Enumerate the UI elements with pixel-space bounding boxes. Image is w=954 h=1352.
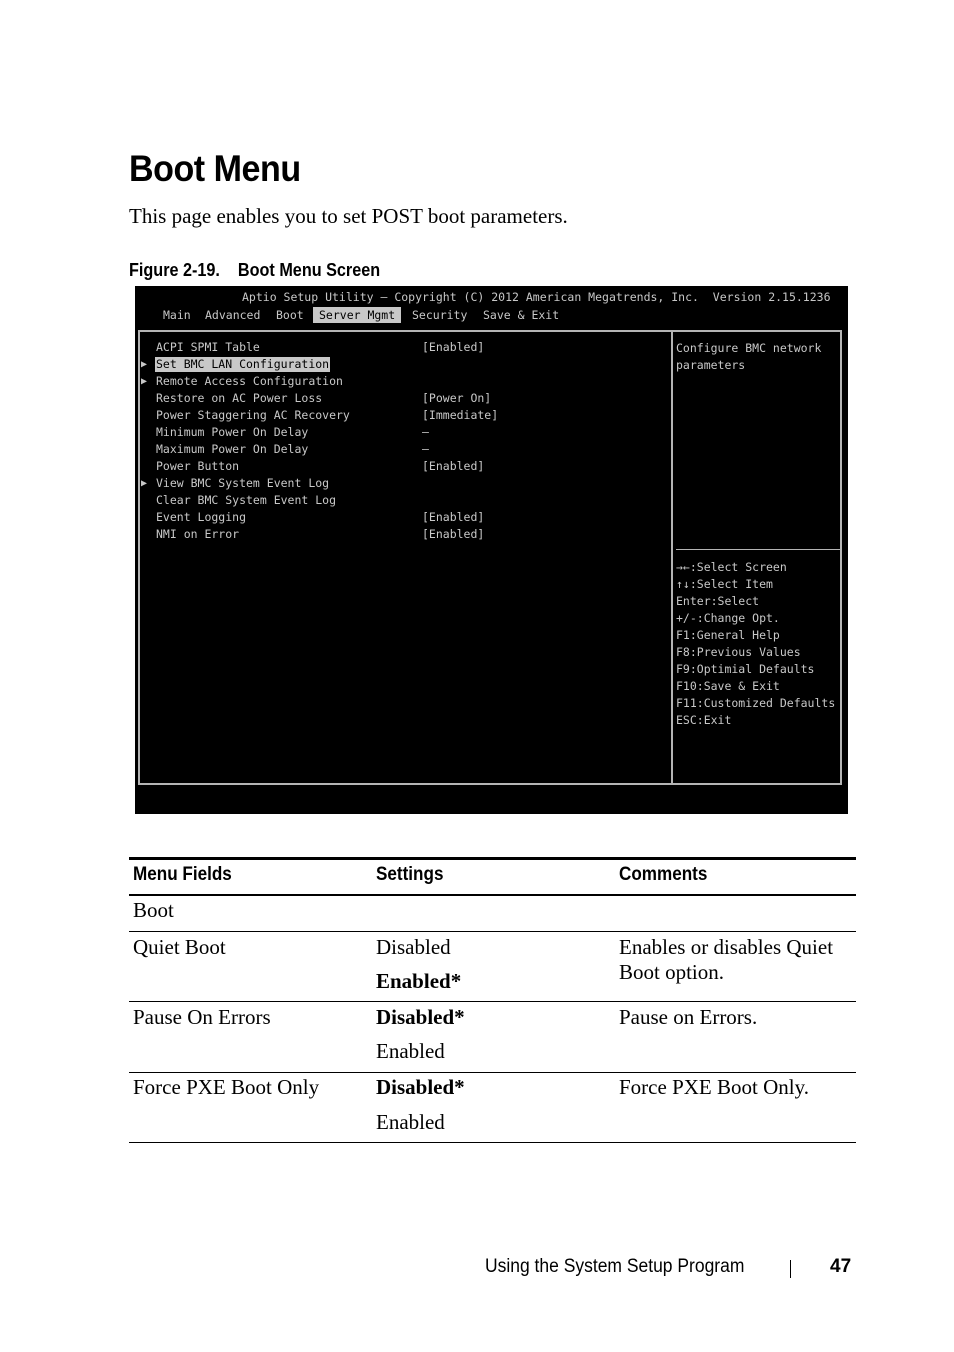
col-header-menu-fields: Menu Fields [133,864,232,885]
submenu-arrow-icon: ▶ [141,359,148,370]
bios-item-value[interactable]: [Immediate] [422,408,499,422]
table-section-label: Boot [133,898,174,922]
table-row-rule [129,1072,856,1073]
figure-caption [129,260,380,281]
bios-item-label[interactable]: Minimum Power On Delay [156,425,309,439]
col-header-comments: Comments [619,864,708,885]
page-title: Boot Menu [129,148,301,189]
table-cell-setting: Enabled [376,1039,445,1063]
bios-item-value[interactable]: [Power On] [422,391,492,405]
bios-item-label[interactable]: Restore on AC Power Loss [156,391,323,405]
key-help-f9: F9:Optimial Defaults [676,662,815,676]
bios-menu-bar [135,307,848,323]
footer-section-title: Using the System Setup Program [485,1256,745,1277]
key-help-f10: F10:Save & Exit [676,679,780,693]
tab-server-mgmt[interactable]: Server Mgmt [313,307,401,323]
tab-advanced[interactable]: Advanced [205,308,261,322]
tab-boot[interactable]: Boot [276,308,304,322]
table-cell-setting-default: Enabled* [376,969,462,993]
bios-item-value[interactable]: – [422,442,429,456]
bios-item-label[interactable]: Set BMC LAN Configuration [156,357,330,371]
bios-item-value[interactable]: [Enabled] [422,340,485,354]
bios-item-label[interactable]: Maximum Power On Delay [156,442,309,456]
bios-item-label[interactable]: Power Staggering AC Recovery [156,408,350,422]
bios-screen [135,286,848,814]
footer-separator [790,1260,791,1278]
key-help-select-screen: →←:Select Screen [676,560,787,574]
col-header-settings: Settings [376,864,444,885]
bios-item-label[interactable]: Event Logging [156,510,247,524]
bios-panel-divider [671,330,673,785]
tab-save-exit[interactable]: Save & Exit [483,308,560,322]
key-help-f11: F11:Customized Defaults [676,696,836,710]
tab-main[interactable]: Main [163,308,191,322]
key-help-f1: F1:General Help [676,628,780,642]
table-cell-comment: Pause on Errors. [619,1005,758,1029]
bios-item-label[interactable]: Remote Access Configuration [156,374,343,388]
bios-item-label[interactable]: Clear BMC System Event Log [156,493,337,507]
table-cell-setting: Enabled [376,1110,445,1134]
table-row-rule [129,1001,856,1002]
submenu-arrow-icon: ▶ [141,376,148,387]
intro-paragraph: This page enables you to set POST boot parameters. [129,204,568,228]
help-text-line: Configure BMC network [676,341,822,355]
table-cell-setting: Disabled [376,935,451,959]
table-cell-comment: Enables or disables Quiet [619,935,834,959]
table-cell-comment: Boot option. [619,960,725,984]
key-help-esc: ESC:Exit [676,713,732,727]
figure-title: Boot Menu Screen [237,260,381,280]
bios-item-label[interactable]: Power Button [156,459,240,473]
help-text-line: parameters [676,358,746,372]
bios-item-label[interactable]: ACPI SPMI Table [156,340,260,354]
key-help-change-opt: +/-:Change Opt. [676,611,780,625]
page-number: 47 [830,1256,852,1277]
figure-number: Figure 2-19. [129,260,220,280]
bios-help-divider [676,549,840,550]
bios-item-value[interactable]: [Enabled] [422,459,485,473]
key-help-f8: F8:Previous Values [676,645,801,659]
submenu-arrow-icon: ▶ [141,478,148,489]
table-cell-field: Pause On Errors [133,1005,271,1029]
table-row-rule [129,931,856,932]
key-help-enter: Enter:Select [676,594,760,608]
bios-item-value[interactable]: [Enabled] [422,510,485,524]
table-cell-field: Quiet Boot [133,935,226,959]
bios-item-value[interactable]: – [422,425,429,439]
table-cell-setting-default: Disabled* [376,1005,465,1029]
table-cell-field: Force PXE Boot Only [133,1075,320,1099]
tab-security[interactable]: Security [412,308,468,322]
table-bottom-rule [129,1142,856,1143]
bios-item-value[interactable]: [Enabled] [422,527,485,541]
key-help-select-item: ↑↓:Select Item [676,577,773,591]
bios-header: Aptio Setup Utility – Copyright (C) 2012 American Megatrends, Inc. Version 2.15.1236 [242,290,831,304]
bios-item-label[interactable]: View BMC System Event Log [156,476,330,490]
table-cell-setting-default: Disabled* [376,1075,465,1099]
bios-item-label[interactable]: NMI on Error [156,527,240,541]
table-cell-comment: Force PXE Boot Only. [619,1075,809,1099]
table-header-rule [129,894,856,896]
table-top-rule [129,857,856,860]
